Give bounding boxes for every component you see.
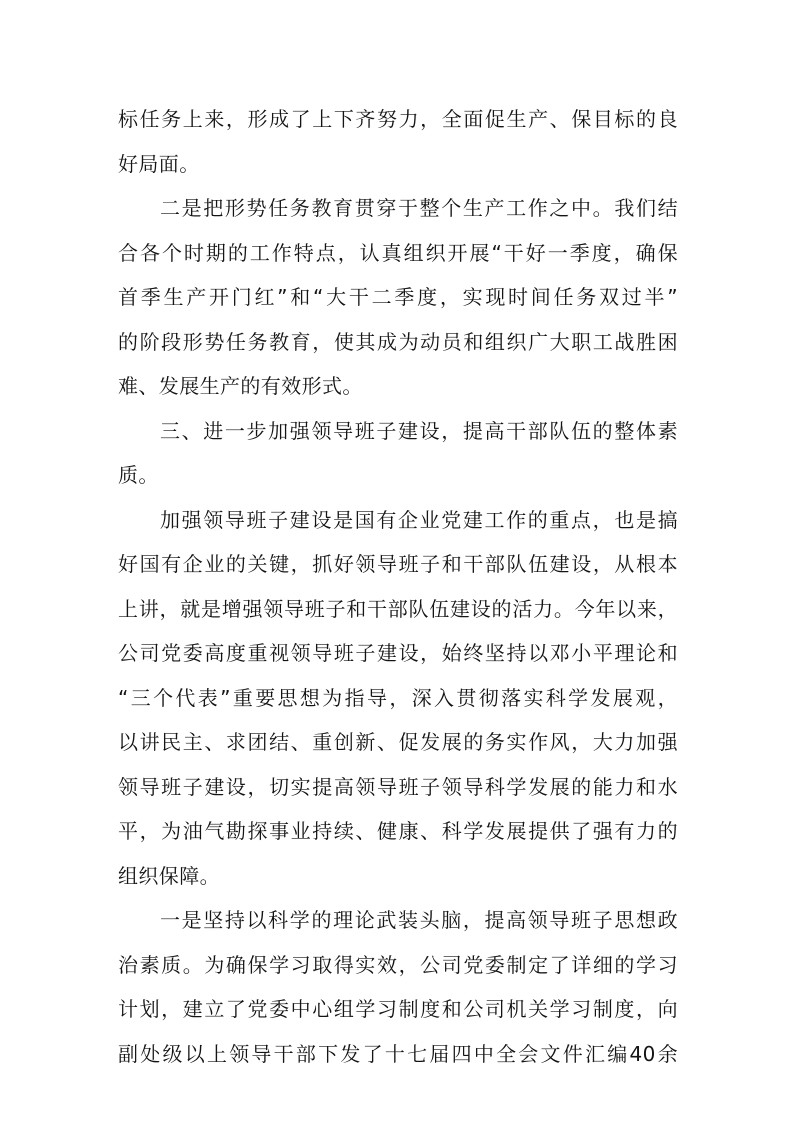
text-line: 难、发展生产的有效形式。 <box>118 374 363 398</box>
text-line: 好局面。 <box>118 151 200 176</box>
text-line: 合各个时期的工作特点，认真组织开展“干好一季度，确保 <box>118 240 678 265</box>
text-line: 治素质。为确保学习取得实效，公司党委制定了详细的学习 <box>118 952 678 977</box>
text-line: 组织保障。 <box>118 863 220 888</box>
text-line: 计划，建立了党委中心组学习制度和公司机关学习制度，向 <box>118 997 678 1021</box>
text-line: 首季生产开门红”和“大干二季度，实现时间任务双过半” <box>118 285 678 309</box>
text-line: “三个代表”重要思想为指导，深入贯彻落实科学发展观， <box>118 685 678 710</box>
text-line: 副处级以上领导干部下发了十七届四中全会文件汇编40余 <box>118 1041 678 1066</box>
text-line: 一是坚持以科学的理论武装头脑，提高领导班子思想政 <box>160 908 678 932</box>
text-line: 公司党委高度重视领导班子建设，始终坚持以邓小平理论和 <box>118 641 678 665</box>
text-line: 平，为油气勘探事业持续、健康、科学发展提供了强有力的 <box>118 819 678 843</box>
text-line: 质。 <box>118 463 159 487</box>
text-line: 以讲民主、求团结、重创新、促发展的务实作风，大力加强 <box>118 730 678 754</box>
text-line: 二是把形势任务教育贯穿于整个生产工作之中。我们结 <box>160 196 678 220</box>
text-line: 三、进一步加强领导班子建设，提高干部队伍的整体素 <box>160 418 678 443</box>
text-line: 领导班子建设，切实提高领导班子领导科学发展的能力和水 <box>118 774 678 799</box>
body-text <box>118 97 678 1076</box>
text-line: 上讲，就是增强领导班子和干部队伍建设的活力。今年以来， <box>118 596 678 621</box>
text-line: 的阶段形势任务教育，使其成为动员和组织广大职工战胜困 <box>118 329 678 354</box>
text-line: 加强领导班子建设是国有企业党建工作的重点，也是搞 <box>160 507 678 532</box>
text-line: 标任务上来，形成了上下齐努力，全面促生产、保目标的良 <box>118 107 678 131</box>
text-line: 好国有企业的关键，抓好领导班子和干部队伍建设，从根本 <box>118 552 678 576</box>
